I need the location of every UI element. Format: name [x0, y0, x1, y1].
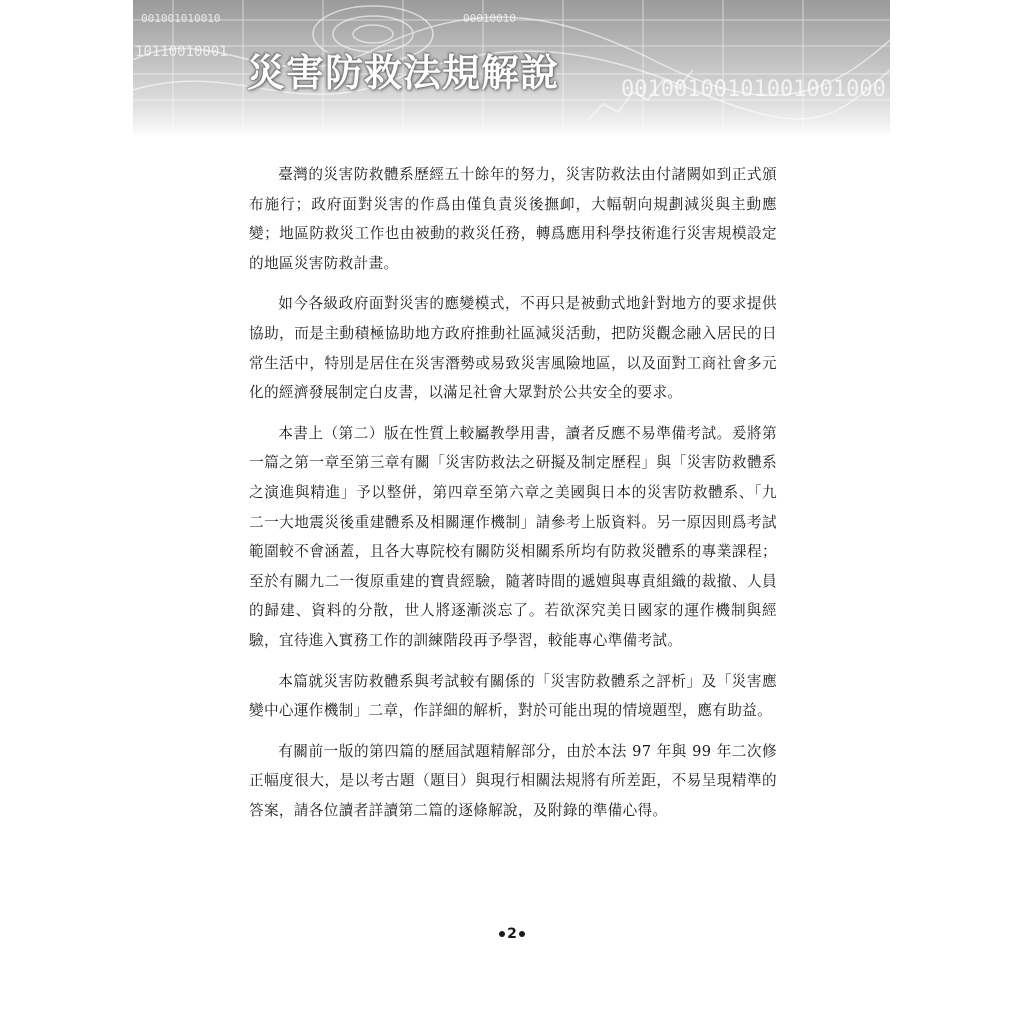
decor-digits-1: 001001010010 — [141, 12, 221, 25]
page-number-value: 2 — [507, 926, 517, 942]
paragraph-3: 本書上（第二）版在性質上較屬教學用書，讀者反應不易準備考試。爰將第一篇之第一章至第三章有關「災害防救法之研擬及制定歷程」與「災害防救體系之演進與精進」予以整併，第四章至第六章之美國與日本的災害防救體系、「九二一大地震災後重建體系及相關運作機制」請參考上版資料。另一原因則爲考試範圍較不會涵蓋，且各大專院校有關防災相關系所均有防救災體系的專業課程；至於有關九二一復原重建的寶貴經驗，隨著時間的遞嬗與專責組織的裁撤、人員的歸建、資料的分散，世人將逐漸淡忘了。若欲深究美日國家的運作機制與經驗，宜待進入實務工作的訓練階段再予學習，較能專心準備考試。 — [249, 424, 777, 649]
decor-digits-3: 00100100101001001000 — [621, 77, 886, 102]
main-text — [249, 160, 777, 836]
paragraph-1: 臺灣的災害防救體系歷經五十餘年的努力，災害防救法由付諸闕如到正式頒布施行；政府面對災害的作爲由僅負責災後撫卹，大幅朝向規劃減災與主動應變；地區防救災工作也由被動的救災任務，轉爲應用科學技術進行災害規模設定的地區災害防救計畫。 — [249, 166, 777, 272]
chapter-title: 災害防救法規解說 — [247, 50, 560, 95]
paragraph-5: 有關前一版的第四篇的歷屆試題精解部分，由於本法 97 年與 99 年二次修正幅度很大，是以考古題（題目）與現行相關法規將有所差距，不易呈現精準的答案，請各位讀者詳讀第二篇的逐條解說，及附錄的準備心得。 — [249, 742, 777, 819]
page-number — [0, 926, 1024, 942]
decor-digits-4: 10110010001 — [135, 44, 228, 60]
header-banner — [133, 0, 890, 138]
bullet-icon — [499, 931, 505, 937]
paragraph-4: 本篇就災害防救體系與考試較有關係的「災害防救體系之評析」及「災害應變中心運作機制」二章，作詳細的解析，對於可能出現的情境題型，應有助益。 — [249, 672, 777, 720]
bullet-icon — [519, 931, 525, 937]
paragraph-2: 如今各級政府面對災害的應變模式，不再只是被動式地針對地方的要求提供協助，而是主動積極協助地方政府推動社區減災活動，把防災觀念融入居民的日常生活中，特別是居住在災害潛勢或易致災害風險地區，以及面對工商社會多元化的經濟發展制定白皮書，以滿足社會大眾對於公共安全的要求。 — [249, 295, 777, 402]
decor-digits-2: 00010010 — [463, 12, 516, 25]
